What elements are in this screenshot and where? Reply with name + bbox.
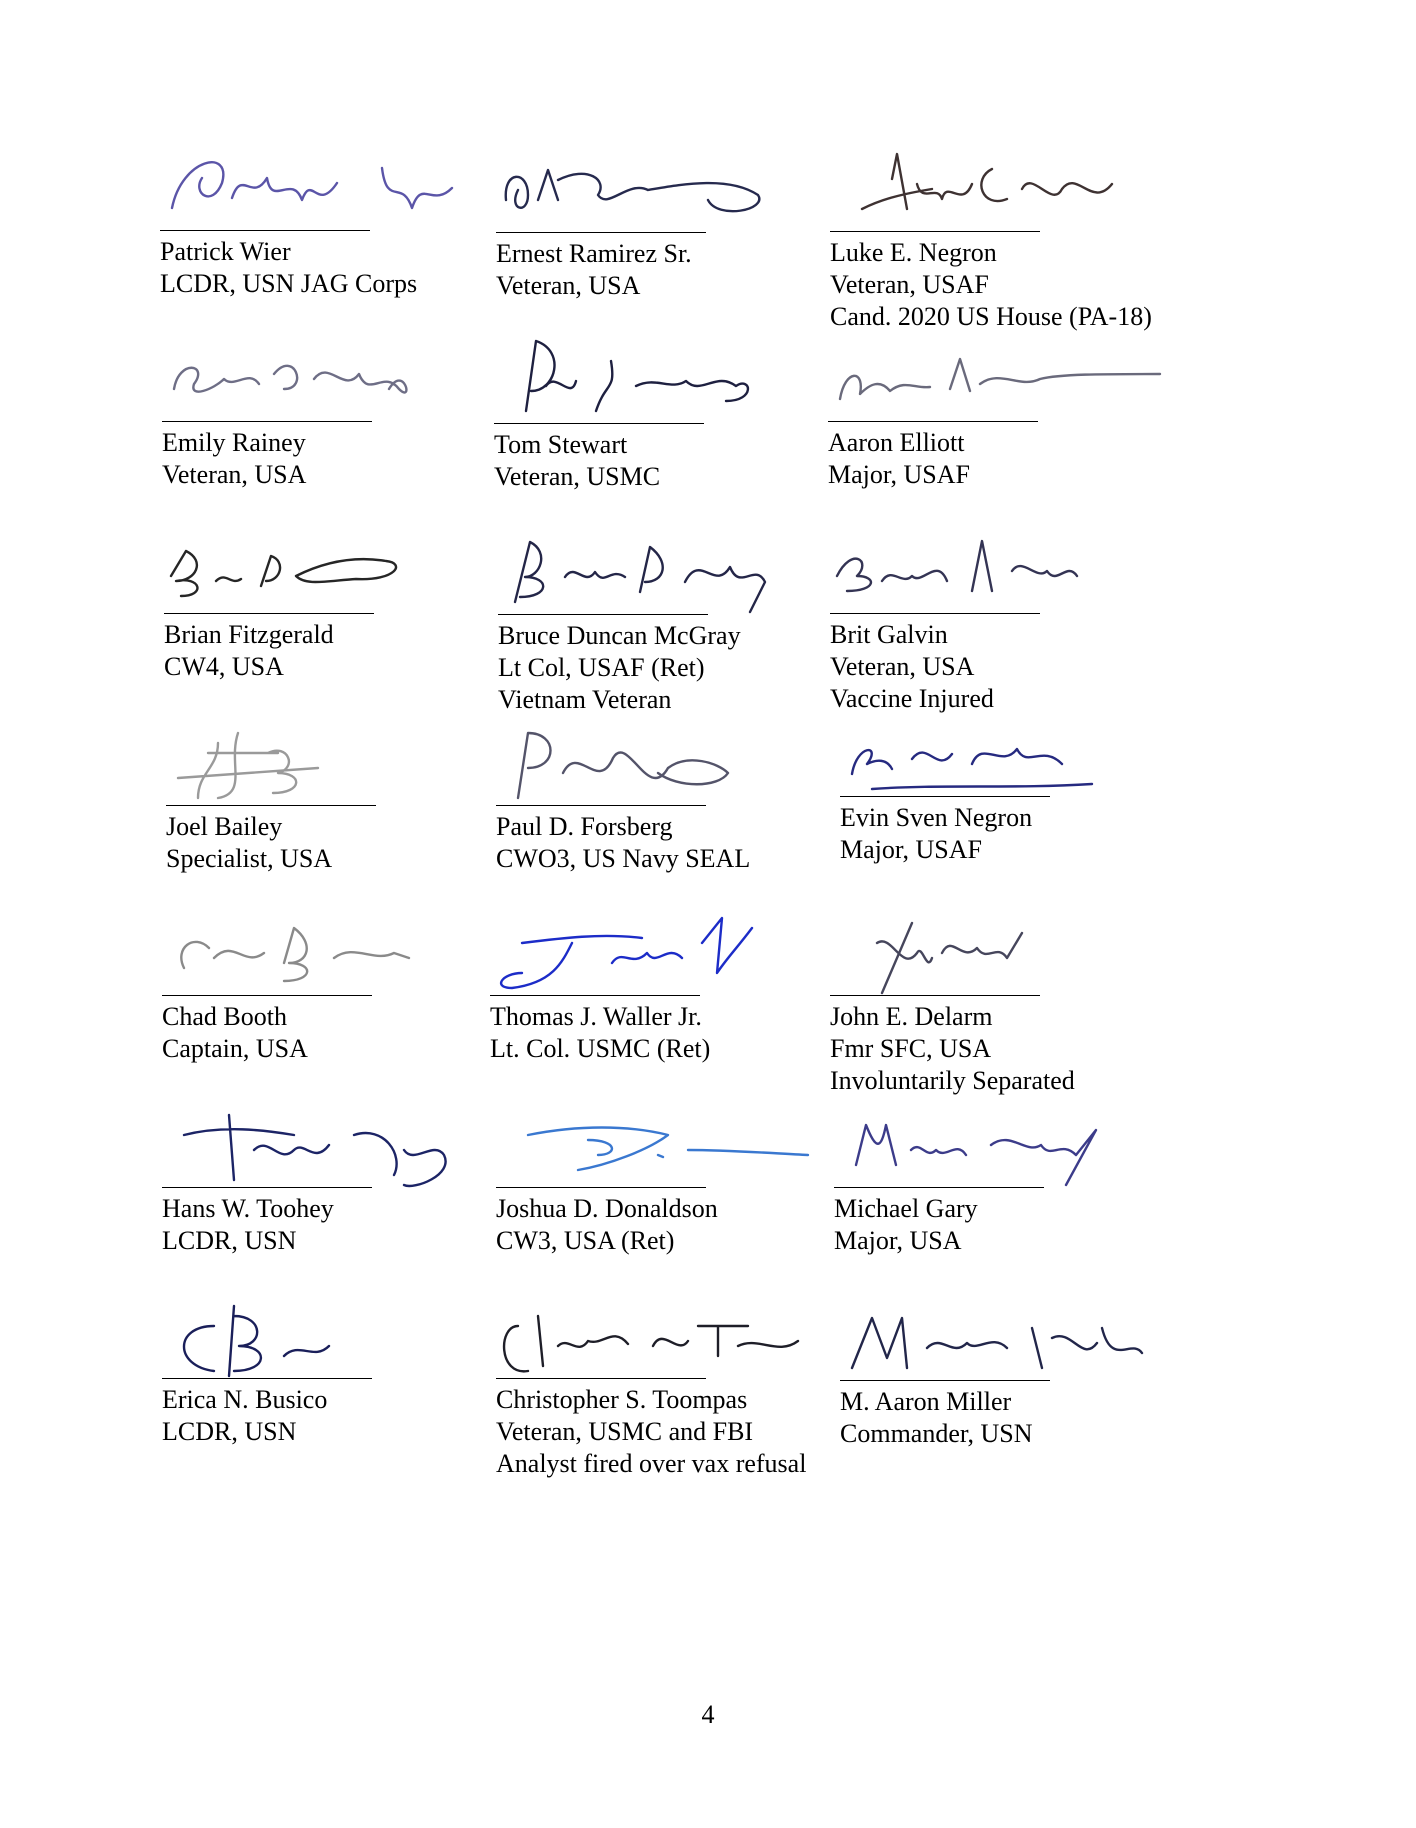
handwritten-signature — [152, 138, 472, 238]
signer-name: Bruce Duncan McGray — [498, 621, 741, 650]
signature-line — [162, 1378, 372, 1379]
signer-title: CWO3, US Navy SEAL — [496, 844, 751, 873]
handwritten-signature — [832, 704, 1152, 804]
signer-name: Thomas J. Waller Jr. — [490, 1002, 702, 1031]
handwritten-signature — [482, 903, 802, 1003]
signer-title: Veteran, USAF — [830, 270, 989, 299]
signature-line — [828, 421, 1038, 422]
signer-details — [828, 427, 970, 491]
signer-details — [496, 238, 692, 302]
signer-name: Joel Bailey — [166, 812, 283, 841]
signer-details — [830, 237, 1152, 333]
signer-title: Major, USAF — [828, 460, 970, 489]
signature-line — [496, 232, 706, 233]
signer-title: Vietnam Veteran — [498, 685, 672, 714]
signature-stroke — [501, 918, 752, 988]
signature-line — [162, 995, 372, 996]
signer-title: Major, USA — [834, 1226, 962, 1255]
signature-stroke — [506, 170, 760, 211]
signature-stroke — [174, 366, 406, 393]
signer-name: Chad Booth — [162, 1002, 287, 1031]
signer-name: Patrick Wier — [160, 237, 291, 266]
handwritten-signature — [488, 713, 808, 813]
signer-name: Erica N. Busico — [162, 1385, 328, 1414]
signer-details — [162, 1001, 308, 1065]
signature-line — [160, 230, 370, 231]
signer-details — [160, 236, 417, 300]
signer-name: Emily Rainey — [162, 428, 306, 457]
signature-stroke — [181, 928, 409, 981]
signature-line — [830, 231, 1040, 232]
signature-line — [490, 995, 700, 996]
signer-name: Brian Fitzgerald — [164, 620, 334, 649]
handwritten-signature — [820, 329, 1140, 429]
signer-title: Fmr SFC, USA — [830, 1034, 992, 1063]
signer-title: LCDR, USN JAG Corps — [160, 269, 418, 298]
signature-stroke — [852, 1318, 1142, 1368]
signer-name: Ernest Ramirez Sr. — [496, 239, 692, 268]
signer-details — [162, 1384, 327, 1448]
signer-name: Joshua D. Donaldson — [496, 1194, 718, 1223]
signature-line — [162, 1187, 372, 1188]
handwritten-signature — [822, 139, 1142, 239]
signature-line — [164, 613, 374, 614]
signature-stroke — [526, 341, 748, 411]
signer-details — [496, 1384, 806, 1480]
signer-title: Specialist, USA — [166, 844, 333, 873]
signer-name: Tom Stewart — [494, 430, 628, 459]
signature-stroke — [837, 541, 1077, 591]
signature-stroke — [862, 154, 1112, 209]
signer-title: Cand. 2020 US House (PA-18) — [830, 302, 1152, 331]
signature-stroke — [852, 749, 1092, 789]
signature-line — [830, 613, 1040, 614]
signature-stroke — [515, 542, 765, 612]
signer-title: Vaccine Injured — [830, 684, 994, 713]
handwritten-signature — [832, 1288, 1152, 1388]
handwritten-signature — [822, 903, 1142, 1003]
signature-line — [494, 423, 704, 424]
signature-stroke — [518, 733, 728, 798]
handwritten-signature — [154, 1286, 474, 1386]
signer-title: Involuntarily Separated — [830, 1066, 1075, 1095]
signer-title: Veteran, USA — [496, 271, 641, 300]
signer-title: Lt Col, USAF (Ret) — [498, 653, 705, 682]
signature-stroke — [171, 551, 396, 596]
signature-stroke — [178, 733, 318, 798]
signature-line — [840, 796, 1050, 797]
signer-details — [496, 1193, 718, 1257]
signer-title: Veteran, USMC and FBI — [496, 1417, 754, 1446]
signer-details — [490, 1001, 710, 1065]
signer-title: CW4, USA — [164, 652, 284, 681]
signer-title: Lt. Col. USMC (Ret) — [490, 1034, 711, 1063]
signature-line — [166, 805, 376, 806]
signer-name: Paul D. Forsberg — [496, 812, 673, 841]
handwritten-signature — [826, 1095, 1146, 1195]
signer-name: John E. Delarm — [830, 1002, 993, 1031]
signer-details — [840, 802, 1032, 866]
signer-name: Christopher S. Toompas — [496, 1385, 748, 1414]
signer-name: Luke E. Negron — [830, 238, 997, 267]
signature-stroke — [504, 1316, 798, 1371]
signer-name: M. Aaron Miller — [840, 1387, 1012, 1416]
signature-line — [834, 1187, 1044, 1188]
signature-stroke — [877, 923, 1022, 993]
signer-details — [498, 620, 741, 716]
handwritten-signature — [488, 1095, 808, 1195]
signer-title: Analyst fired over vax refusal — [496, 1449, 807, 1478]
handwritten-signature — [154, 329, 474, 429]
handwritten-signature — [486, 331, 806, 431]
signature-stroke — [856, 1125, 1096, 1185]
signature-line — [496, 1187, 706, 1188]
signer-details — [162, 427, 306, 491]
handwritten-signature — [488, 140, 808, 240]
signer-details — [496, 811, 750, 875]
signer-title: Veteran, USA — [830, 652, 975, 681]
handwritten-signature — [154, 903, 474, 1003]
handwritten-signature — [154, 1095, 474, 1195]
signature-line — [496, 1378, 706, 1379]
signer-details — [166, 811, 332, 875]
signer-name: Michael Gary — [834, 1194, 978, 1223]
handwritten-signature — [156, 521, 476, 621]
signer-details — [494, 429, 660, 493]
handwritten-signature — [158, 713, 478, 813]
signer-title: CW3, USA (Ret) — [496, 1226, 675, 1255]
signer-details — [840, 1386, 1033, 1450]
signature-stroke — [184, 1306, 329, 1376]
signer-title: LCDR, USN — [162, 1226, 297, 1255]
signature-stroke — [528, 1128, 808, 1171]
signature-line — [830, 995, 1040, 996]
handwritten-signature — [822, 521, 1142, 621]
signer-name: Brit Galvin — [830, 620, 948, 649]
signer-title: LCDR, USN — [162, 1417, 297, 1446]
signer-details — [164, 619, 334, 683]
handwritten-signature — [490, 522, 810, 622]
signer-title: Commander, USN — [840, 1419, 1033, 1448]
signer-name: Evin Sven Negron — [840, 803, 1033, 832]
signature-line — [162, 421, 372, 422]
signature-line — [840, 1380, 1050, 1381]
signer-details — [834, 1193, 978, 1257]
signature-stroke — [184, 1115, 446, 1186]
signer-name: Aaron Elliott — [828, 428, 965, 457]
signer-title: Captain, USA — [162, 1034, 308, 1063]
signer-title: Veteran, USA — [162, 460, 307, 489]
signature-stroke — [840, 359, 1160, 399]
signature-line — [496, 805, 706, 806]
signer-details — [830, 619, 994, 715]
signer-details — [162, 1193, 334, 1257]
signer-details — [830, 1001, 1075, 1097]
handwritten-signature — [488, 1286, 808, 1386]
page-number: 4 — [701, 1700, 715, 1729]
signature-stroke — [172, 162, 452, 208]
signature-line — [498, 614, 708, 615]
signer-title: Veteran, USMC — [494, 462, 661, 491]
signer-title: Major, USAF — [840, 835, 982, 864]
signer-name: Hans W. Toohey — [162, 1194, 334, 1223]
